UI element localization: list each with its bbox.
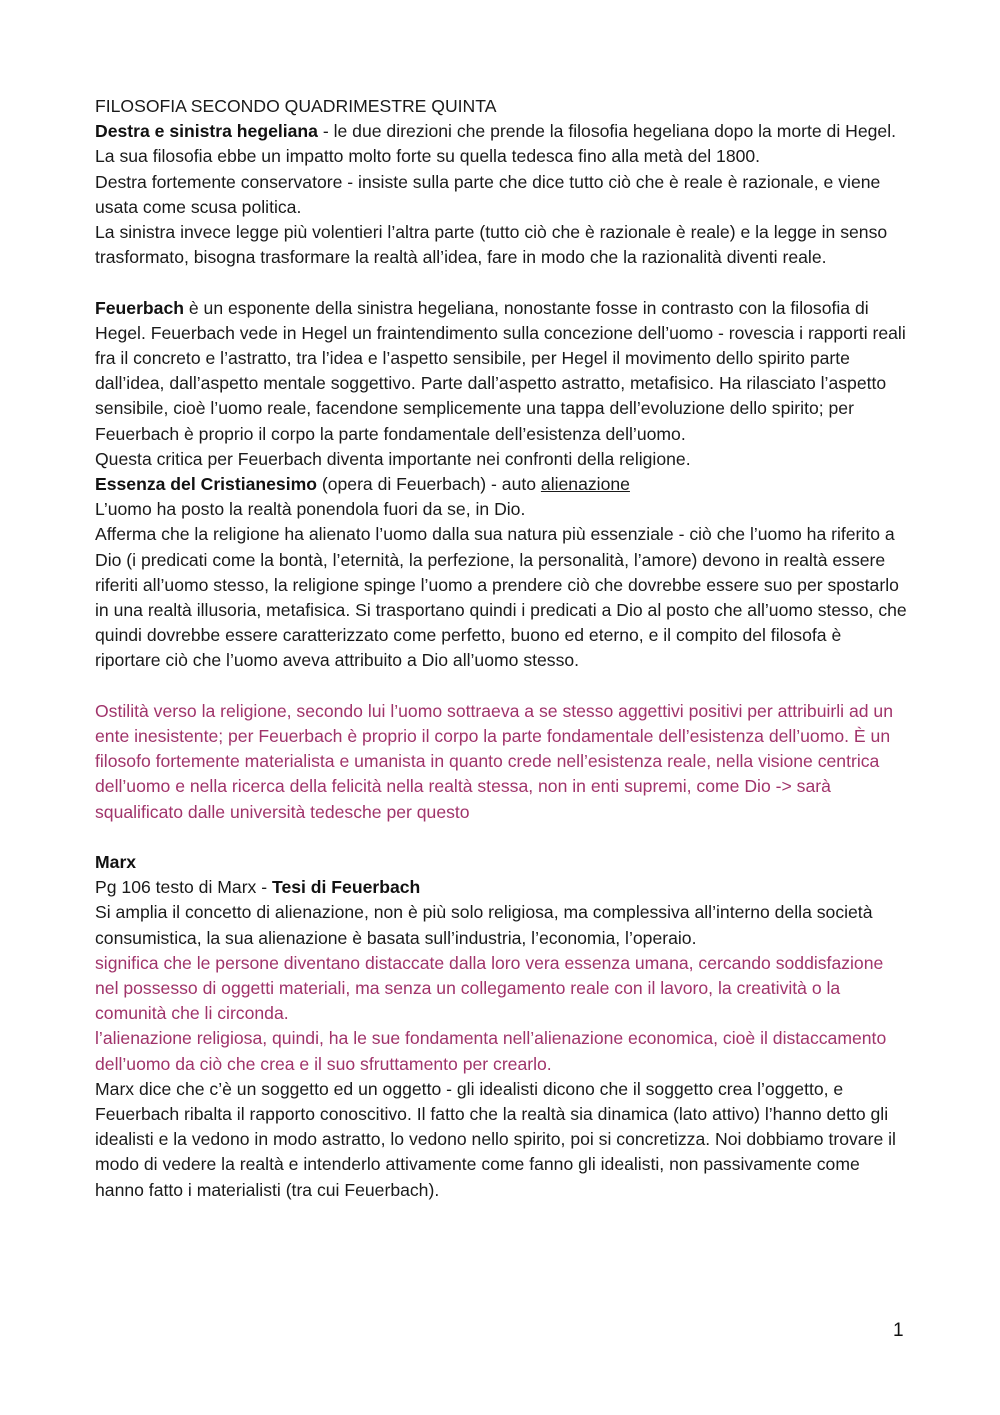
alienazione-underlined: alienazione bbox=[540, 474, 630, 495]
paragraph-sinistra: La sinistra invece legge più volentieri l’altra parte (tutto ciò che è razionale è reale) e la legge in senso trasformato, bisogna trasformare la realtà all’idea, fare in modo che la razionalità diventi reale. bbox=[95, 222, 888, 268]
note-significa: significa che le persone diventano distaccate dalla loro vera essenza umana, cercando soddisfazione nel possesso di oggetti materiali, ma senza un collegamento reale con il lavoro, la creatività o la comunità che li circonda. bbox=[95, 952, 884, 1024]
spacer bbox=[95, 270, 907, 295]
term-essenza-cristianesimo: Essenza del Cristianesimo bbox=[95, 474, 317, 495]
paragraph-feuerbach-intro bbox=[95, 296, 907, 447]
paragraph-alienazione: Si amplia il concetto di alienazione, non è più solo religiosa, ma complessiva all’interno della società consumistica, la sua alienazione è basata sull’industria, l’economia, l’operaio. bbox=[95, 902, 873, 948]
paragraph-hegel-intro bbox=[95, 119, 907, 169]
paragraph-soggetto-oggetto: Marx dice che c’è un soggetto ed un oggetto - gli idealisti dicono che il soggetto crea l’oggetto, e Feuerbach ribalta il rapporto conoscitivo. Il fatto che la realtà sia dinamica (lato attivo) l’hanno detto gli idealisti e la vedono in modo astratto, lo vedono nello spirito, poi si concretizza. Noi dobbiamo trovare il modo di vedere la realtà e intenderlo attivamente come fanno gli idealisti, non passivamente come hanno fatto i materialisti (tra cui Feuerbach). bbox=[95, 1078, 896, 1200]
marx-ref-prefix: Pg 106 testo di Marx - bbox=[95, 877, 272, 898]
document-body bbox=[95, 94, 907, 1203]
paragraph-dio: L’uomo ha posto la realtà ponendola fuori da se, in Dio. bbox=[95, 499, 526, 520]
paragraph-religione: Afferma che la religione ha alienato l’uomo dalla sua natura più essenziale - ciò che l’uomo ha riferito a Dio (i predicati come la bontà, l’eternità, la perfezione, la personalità, l’amore) devono in realtà essere riferiti all’uomo stesso, la religione spinge l’uomo a prendere ciò che dovrebbe essere suo per spostarlo in una realtà illusoria, metafisica. Si trasportano quindi i predicati a Dio al posto che all’uomo stesso, che quindi dovrebbe essere caratterizzato come perfetto, buono ed eterno, e il compito del filosofa è riportare ciò che l’uomo aveva attribuito a Dio all’uomo stesso. bbox=[95, 524, 907, 671]
note-alienazione-religiosa: l’alienazione religiosa, quindi, ha le sue fondamenta nell’alienazione economica, cioè il distaccamento dell’uomo da ciò che crea e il suo sfruttamento per crearlo. bbox=[95, 1028, 887, 1074]
paragraph-critica: Questa critica per Feuerbach diventa importante nei confronti della religione. bbox=[95, 448, 691, 469]
paragraph-essenza bbox=[95, 472, 907, 497]
term-tesi-feuerbach: Tesi di Feuerbach bbox=[272, 877, 421, 898]
term-marx: Marx bbox=[95, 852, 137, 873]
hegel-intro-text: - le due direzioni che prende la filosofia hegeliana dopo la morte di Hegel. La sua filosofia ebbe un impatto molto forte su quella tedesca fino alla metà del 1800. bbox=[95, 121, 896, 167]
term-destra-sinistra: Destra e sinistra hegeliana bbox=[95, 121, 318, 142]
paragraph-marx-ref bbox=[95, 875, 907, 900]
page-number: 1 bbox=[893, 1320, 904, 1341]
document-title: FILOSOFIA SECONDO QUADRIMESTRE QUINTA bbox=[95, 96, 497, 116]
term-feuerbach: Feuerbach bbox=[95, 297, 184, 318]
note-ostilita: Ostilità verso la religione, secondo lui l’uomo sottraeva a se stesso aggettivi positivi per attribuirli ad un ente inesistente; per Feuerbach è proprio il corpo la parte fondamentale dell’esistenza dell’uomo. È un filosofo fortemente materialista e umanista in quanto crede nell’esistenza reale, nella visione centrica dell’uomo e nella ricerca della felicità nella realtà stessa, non in enti supremi, come Dio -> sarà squalificato dalle università tedesche per questo bbox=[95, 700, 893, 822]
feuerbach-intro-text: è un esponente della sinistra hegeliana, nonostante fosse in contrasto con la filosofia di Hegel. Feuerbach vede in Hegel un fraintendimento sulla concezione dell’uomo - rovescia i rapporti reali fra il concreto e l’astratto, tra l’idea e l’aspetto sensibile, per Hegel il movimento dello spirito parte dall’idea, dall’aspetto mentale soggettivo. Parte dall’aspetto astratto, metafisico. Ha rilasciato l’aspetto sensibile, cioè l’uomo reale, facendone semplicemente una tappa dell’evoluzione dello spirito; per Feuerbach è proprio il corpo la parte fondamentale dell’esistenza dell’uomo. bbox=[95, 297, 906, 444]
spacer bbox=[95, 674, 907, 699]
essenza-mid-text: (opera di Feuerbach) - auto bbox=[316, 474, 541, 495]
spacer bbox=[95, 825, 907, 850]
heading-marx bbox=[95, 850, 907, 875]
paragraph-destra: Destra fortemente conservatore - insiste sulla parte che dice tutto ciò che è reale è razionale, e viene usata come scusa politica. bbox=[95, 171, 881, 217]
